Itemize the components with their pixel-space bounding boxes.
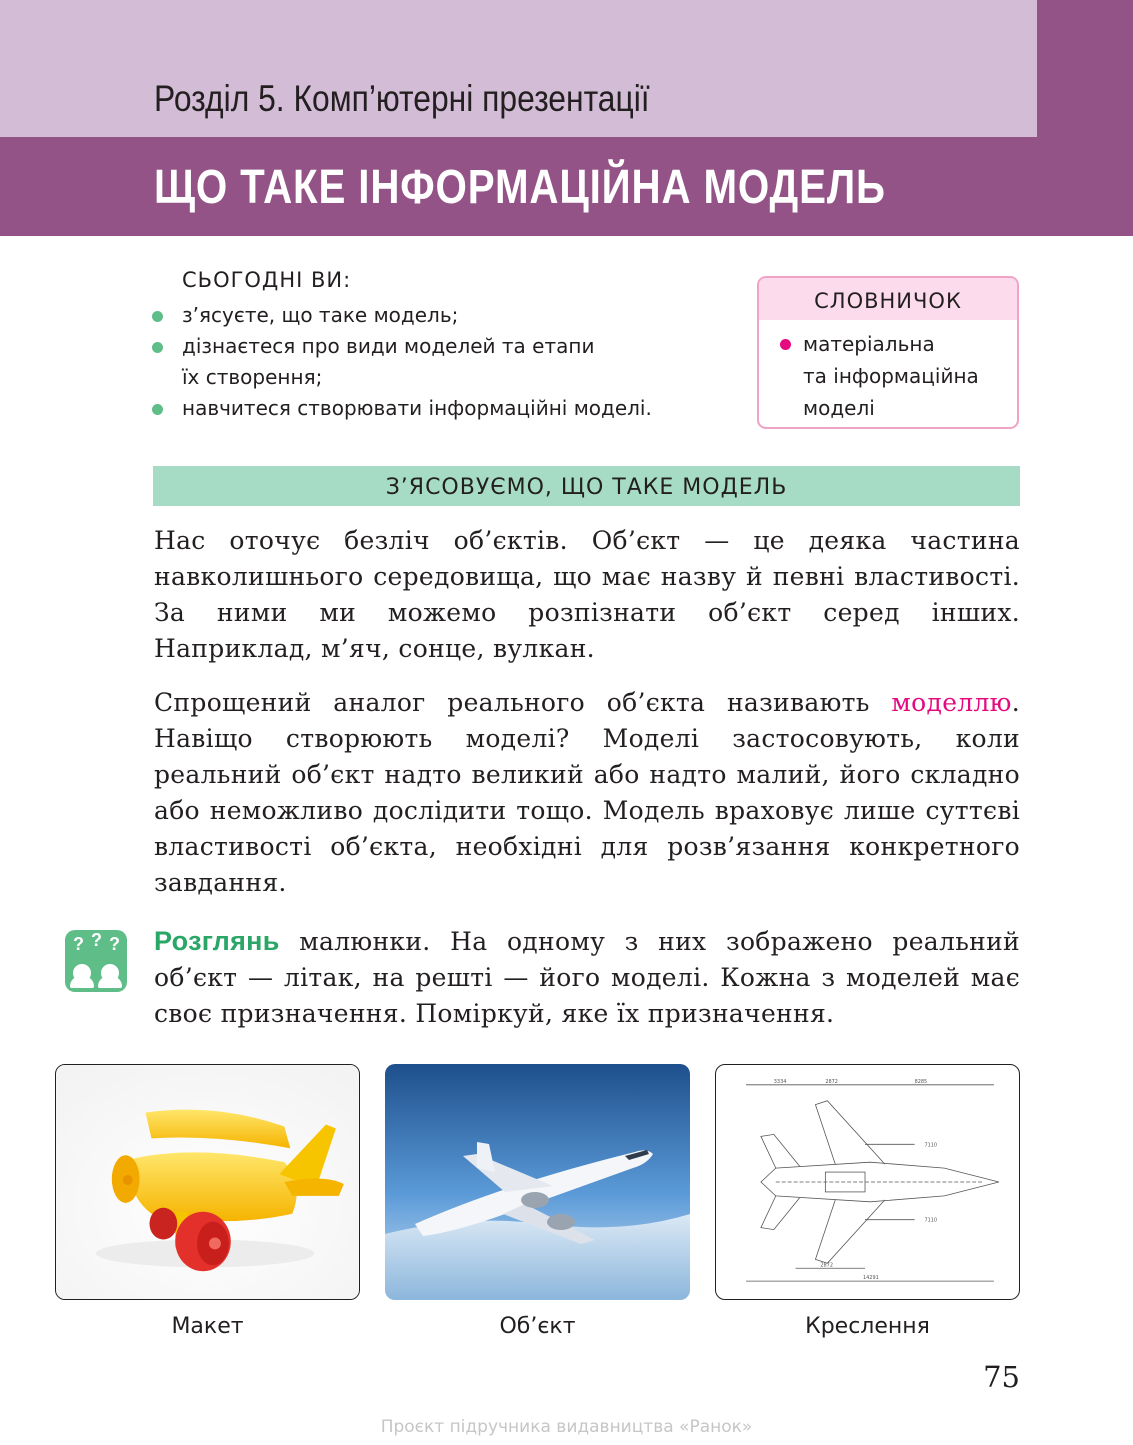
glossary-line: моделі	[803, 396, 875, 420]
figure-caption: Об’єкт	[499, 1314, 576, 1339]
blueprint-dimension: 14291	[863, 1275, 879, 1282]
airliner-photo	[385, 1064, 690, 1300]
glossary-line: матеріальна	[803, 332, 935, 356]
goal-text: їх створення;	[182, 365, 323, 389]
page-number: 75	[983, 1360, 1020, 1394]
blueprint-dimension: 7110	[924, 1217, 938, 1224]
blueprint-dimension: 7110	[924, 1142, 938, 1149]
blueprint-dimension: 2872	[820, 1262, 833, 1269]
task-lead-word: Розглянь	[154, 926, 280, 956]
glossary-heading: СЛОВНИЧОК	[759, 278, 1017, 320]
figure-caption: Креслення	[805, 1314, 930, 1339]
goal-item-continuation	[152, 362, 732, 393]
think-pair-icon: ? ? ?	[65, 930, 127, 992]
goal-text: з’ясуєте, що таке модель;	[182, 303, 459, 327]
glossary-item	[759, 320, 1017, 424]
goals-list	[152, 300, 732, 424]
glossary-line: та інформаційна	[803, 364, 979, 388]
goal-item	[152, 331, 732, 362]
goals-heading: СЬОГОДНІ ВИ:	[182, 268, 352, 292]
bullet-icon	[152, 342, 163, 353]
blueprint-dimension: 8285	[914, 1078, 928, 1085]
term-model: моделлю	[891, 688, 1012, 717]
paragraph-model-definition	[154, 685, 1020, 901]
paragraph-task	[154, 923, 1020, 1032]
bullet-icon	[152, 404, 163, 415]
header-corner-strip	[1037, 0, 1133, 137]
goal-item	[152, 393, 732, 424]
lesson-goals	[152, 268, 732, 424]
paragraph-object-definition: Нас оточує безліч об’єктів. Об’єкт — це деяка частина навколишнього середовища, що має назву й певні властивості. За ними ми можемо розпізнати об’єкт серед інших. Наприклад, м’яч, сонце, вулкан.	[154, 526, 1020, 663]
blueprint-dimension: 2872	[825, 1078, 838, 1085]
text-run: . Навіщо створюють моделі? Моделі застосовують, коли реальний об’єкт надто великий або надто малий, його складно або неможливо дослідити тощо. Модель враховує лише суттєві властивості об’єкта, необхідні для розв’язання конкретного завдання.	[154, 688, 1020, 897]
goal-text: дізнаєтеся про види моделей та етапи	[182, 334, 595, 358]
jet-blueprint-drawing	[715, 1064, 1020, 1300]
figure-caption: Макет	[171, 1314, 244, 1339]
goal-text: навчитеся створювати інформаційні моделі.	[182, 396, 652, 420]
bullet-icon	[780, 339, 791, 350]
bullet-icon	[152, 311, 163, 322]
text-run: Спрощений аналог реального об’єкта називають	[154, 688, 892, 717]
subsection-heading: З’ЯСОВУЄМО, ЩО ТАКЕ МОДЕЛЬ	[153, 466, 1020, 506]
goal-item	[152, 300, 732, 331]
lesson-title: ЩО ТАКЕ ІНФОРМАЦІЙНА МОДЕЛЬ	[154, 161, 886, 214]
glossary-box	[757, 276, 1019, 429]
footer-note: Проєкт підручника видавництва «Ранок»	[380, 1417, 753, 1437]
toy-plane-image	[55, 1064, 360, 1300]
text-run: малюнки. На одному з них зображено реальний об’єкт — літак, на решті — його моделі. Кожна з моделей має своє призначення. Поміркуй, яке їх призначення.	[154, 927, 1020, 1028]
blueprint-dimension: 3334	[773, 1078, 787, 1085]
section-title: Розділ 5. Комп’ютерні презентації	[154, 78, 650, 119]
